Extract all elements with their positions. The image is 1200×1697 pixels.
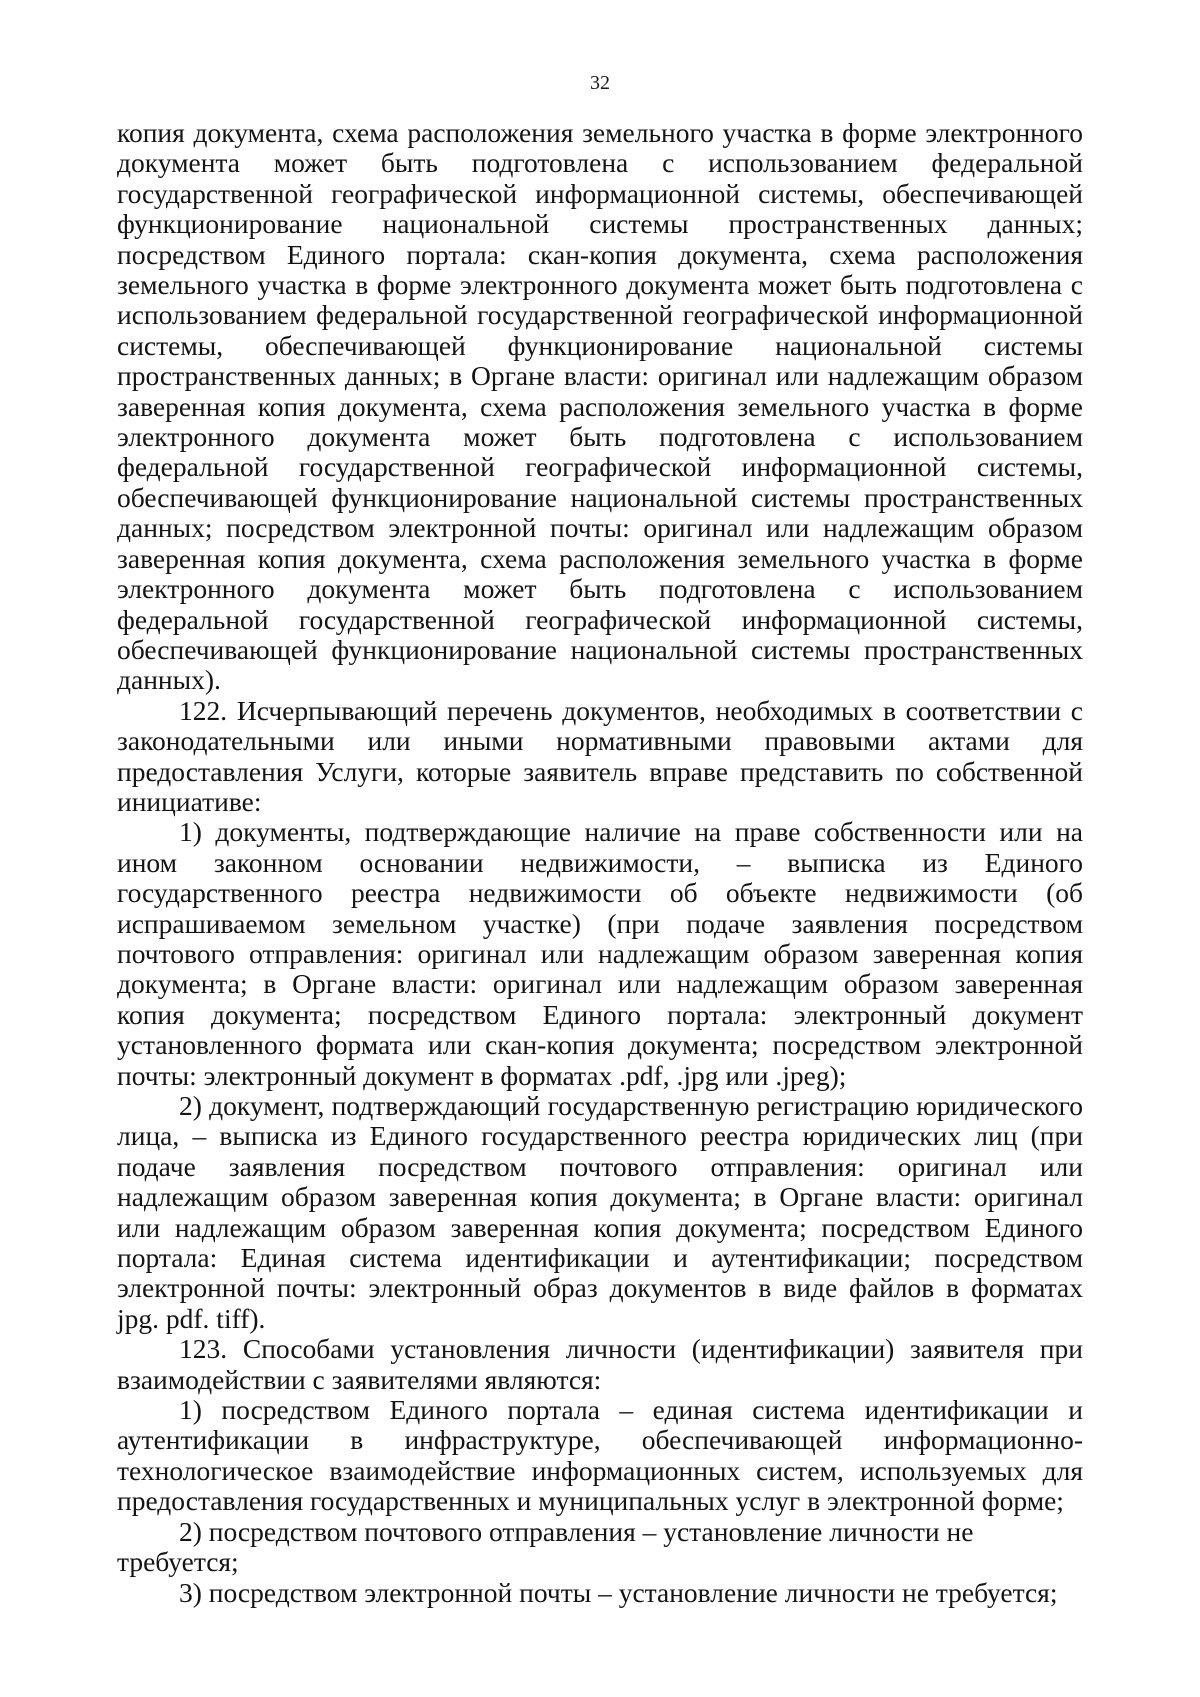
paragraph-123-item-3: 3) посредством электронной почты – установление личности не требуется; [179, 1576, 1058, 1608]
document-body [117, 118, 1083, 1608]
paragraph-122: 122. Исчерпывающий перечень документов, необходимых в соответствии с законодательными или иными нормативными правовыми актами для предоставления Услуги, которые заявитель вправе представить по собственной инициативе: [117, 694, 1083, 817]
paragraph-122-item-2: 2) документ, подтверждающий государственную регистрацию юридического лица, – выписка из Единого государственного реестра юридических лиц (при подаче заявления посредством почтового отправления: оригинал или надлежащим образом заверенная копия документа; в Органе власти: оригинал или надлежащим образом заверенная копия документа; посредством Единого портала: Единая система идентификации и аутентификации; посредством электронной почты: электронный образ документов в виде файлов в форматах jpg. pdf. tiff). [117, 1090, 1083, 1334]
paragraph-122-item-1: 1) документы, подтверждающие наличие на праве собственности или на ином законном основании недвижимости, – выписка из Единого государственного реестра недвижимости об объекте недвижимости (об испрашиваемом земельном участке) (при подаче заявления посредством почтового отправления: оригинал или надлежащим образом заверенная копия документа; в Органе власти: оригинал или надлежащим образом заверенная копия документа; посредством Единого портала: электронный документ установленного формата или скан-копия документа; посредством электронной почты: электронный документ в форматах .pdf, .jpg или .jpeg); [117, 816, 1083, 1091]
paragraph-123-item-1: 1) посредством Единого портала – единая система идентификации и аутентификации в инфраструктуре, обеспечивающей информационно-технологическое взаимодействие информационных систем, используемых для предоставления государственных и муниципальных услуг в электронной форме; [117, 1394, 1083, 1517]
paragraph-123-item-2: 2) посредством почтового отправления – установление личности не требуется; [117, 1515, 974, 1578]
paragraph-123: 123. Способами установления личности (идентификации) заявителя при взаимодействии с заявителями являются: [117, 1333, 1083, 1395]
paragraph-continuation: копия документа, схема расположения земельного участка в форме электронного документа может быть подготовлена с использованием федеральной государственной географической информационной системы, обеспечивающей функционирование национальной системы пространственных данных; посредством Единого портала: скан-копия документа, схема расположения земельного участка в форме электронного документа может быть подготовлена с использованием федеральной государственной географической информационной системы, обеспечивающей функционирование национальной системы пространственных данных; в Органе власти: оригинал или надлежащим образом заверенная копия документа, схема расположения земельного участка в форме электронного документа может быть подготовлена с использованием федеральной государственной географической информационной системы, обеспечивающей функционирование национальной системы пространственных данных; посредством электронной почты: оригинал или надлежащим образом заверенная копия документа, схема расположения земельного участка в форме электронного документа может быть подготовлена с использованием федеральной государственной географической информационной системы, обеспечивающей функционирование национальной системы пространственных данных). [117, 117, 1083, 696]
page-number: 32 [590, 72, 610, 94]
